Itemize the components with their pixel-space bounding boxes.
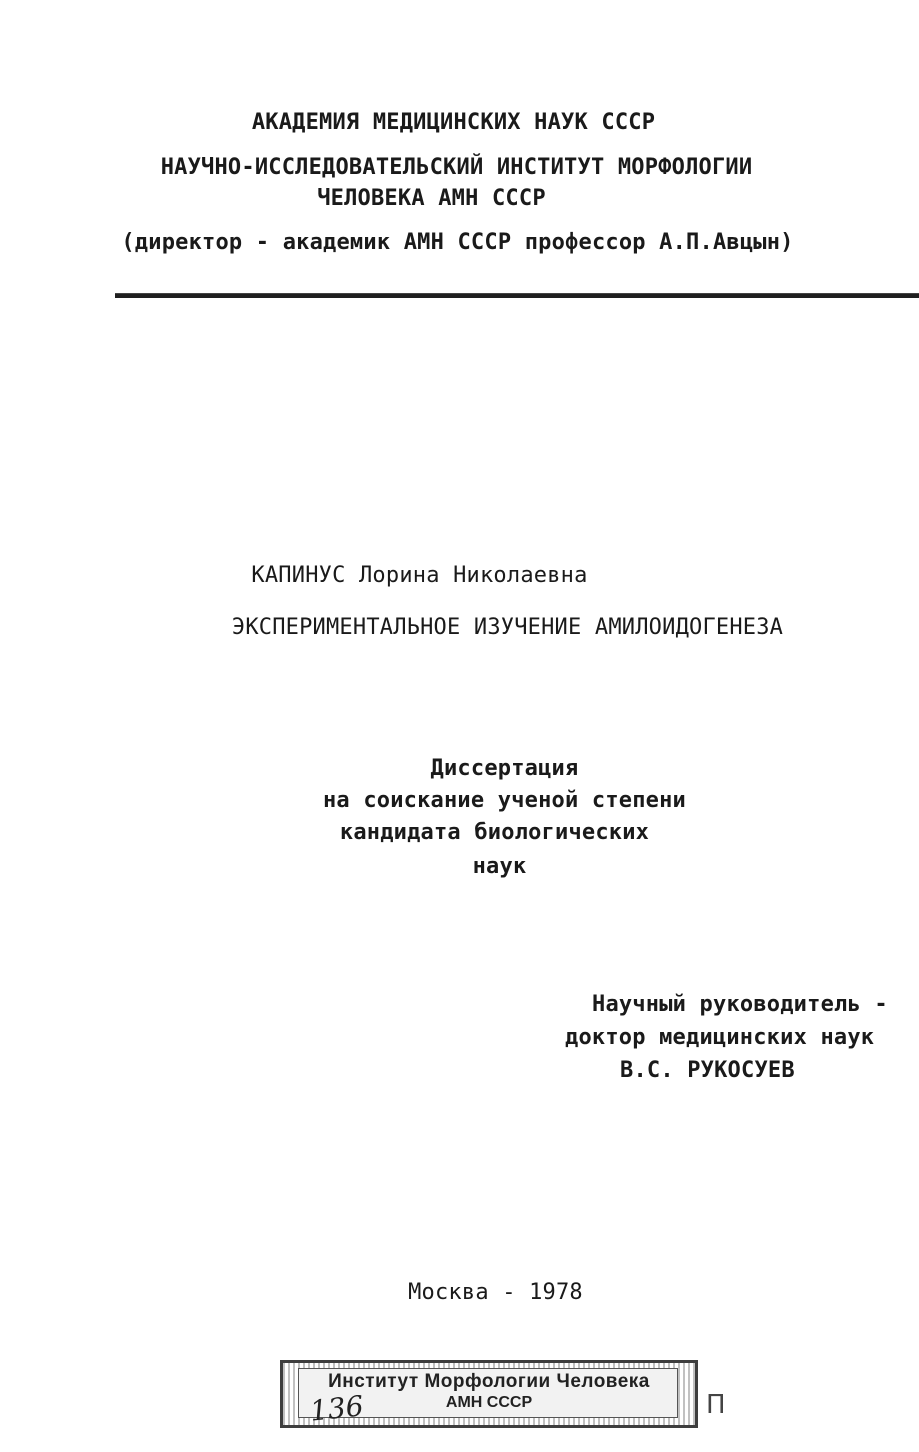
stamp-academy: АМН СССР <box>445 1394 533 1411</box>
handwritten-number: 136 <box>308 1389 366 1428</box>
stamp-institute: Институт Морфологии Человека <box>328 1371 650 1392</box>
supervisor-title: доктор медицинских наук <box>565 1025 875 1050</box>
header-institute: НАУЧНО-ИССЛЕДОВАТЕЛЬСКИЙ ИНСТИТУТ МОРФОЛОГИИ <box>160 155 753 180</box>
author-name: КАПИНУС Лорина Николаевна <box>251 563 588 588</box>
dissertation-degree-1: на соискание ученой степени <box>322 788 687 813</box>
supervisor-label: Научный руководитель - <box>592 992 888 1017</box>
city-year: Москва - 1978 <box>408 1280 583 1305</box>
dissertation-title: ЭКСПЕРИМЕНТАЛЬНОЕ ИЗУЧЕНИЕ АМИЛОИДОГЕНЕЗА <box>231 615 784 640</box>
margin-mark: П <box>706 1390 726 1420</box>
header-institute-cont: ЧЕЛОВЕКА АМН СССР <box>317 186 546 211</box>
dissertation-degree-3: наук <box>472 854 527 879</box>
header-academy: АКАДЕМИЯ МЕДИЦИНСКИХ НАУК СССР <box>251 110 656 135</box>
supervisor-name: В.С. РУКОСУЕВ <box>620 1058 795 1083</box>
dissertation-label: Диссертация <box>430 756 579 781</box>
dissertation-degree-2: кандидата биологических <box>339 820 650 845</box>
header-director: (директор - академик АМН СССР профессор А.П.Авцын) <box>121 230 794 255</box>
header-divider <box>115 293 919 298</box>
